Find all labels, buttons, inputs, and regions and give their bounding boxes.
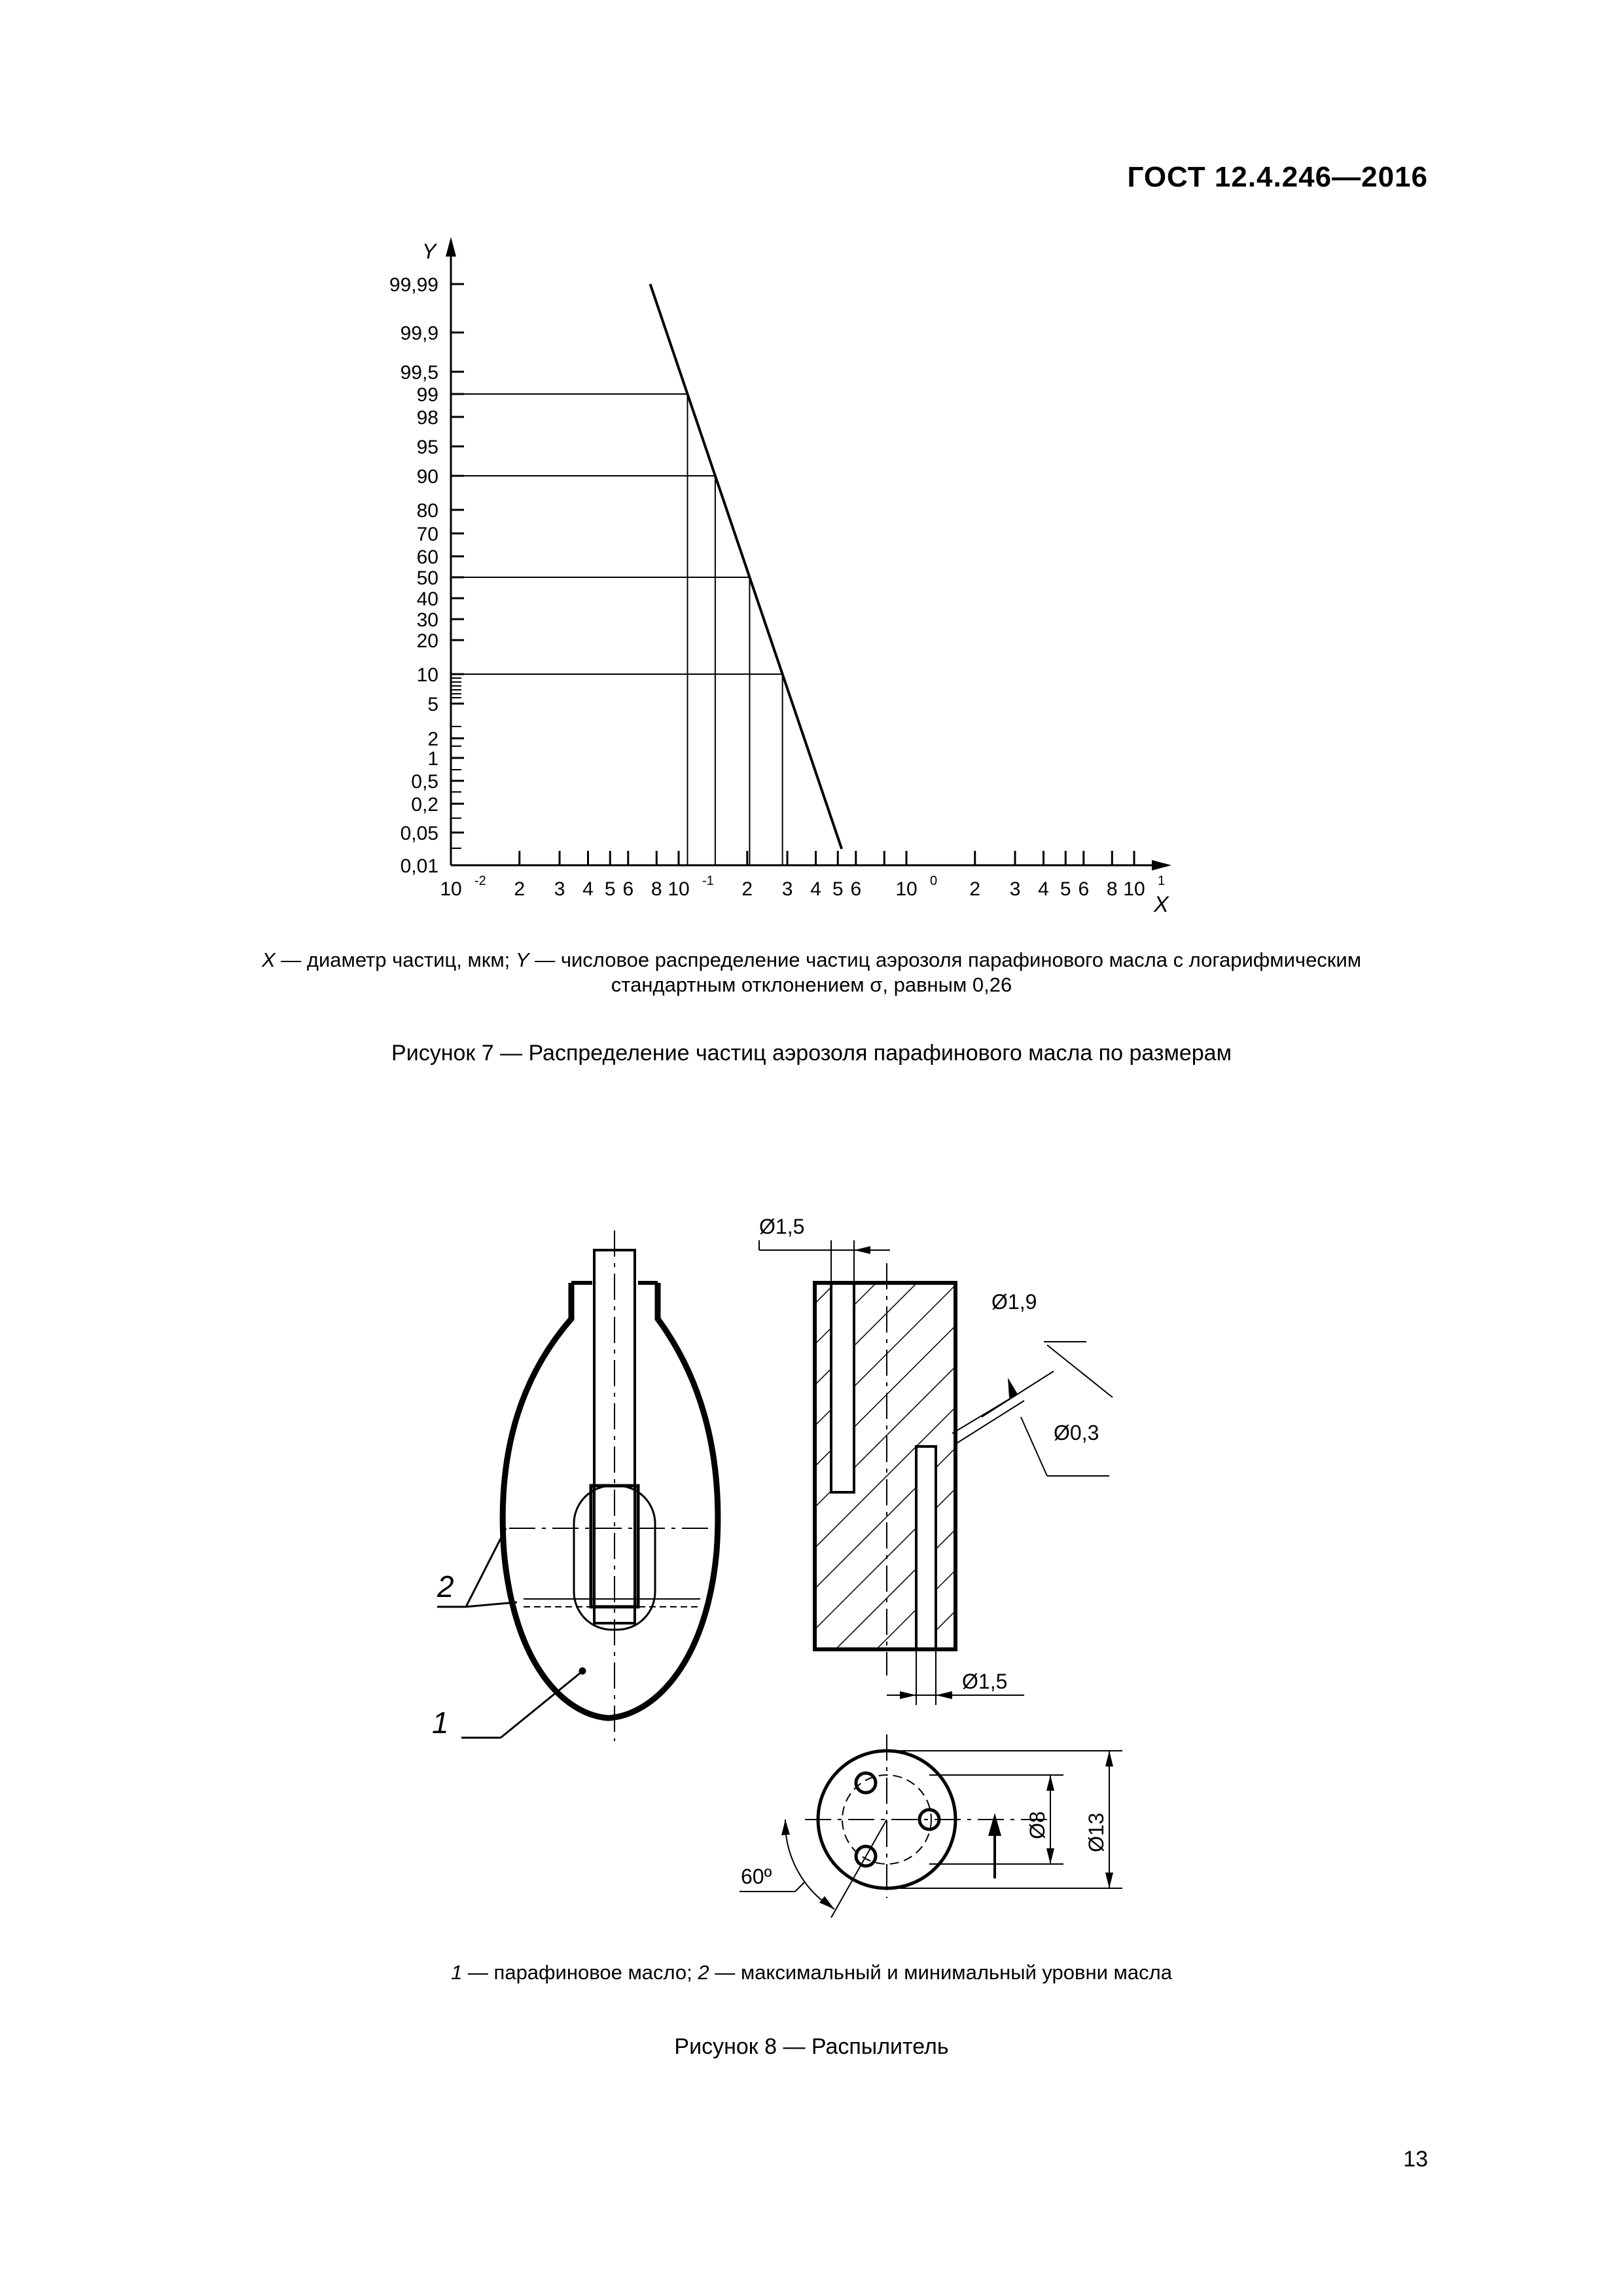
caption-var-y: Y: [515, 948, 529, 971]
page-number: 13: [1403, 2147, 1428, 2172]
y-tick-label: 90: [416, 466, 438, 488]
x-tick-label: 5: [832, 878, 844, 900]
x-tick-label: 8: [1106, 878, 1118, 900]
x-tick-exponent: -2: [474, 874, 486, 888]
y-tick-label: 0,2: [411, 794, 438, 816]
y-tick-label: 20: [416, 630, 438, 652]
y-tick-label: 98: [416, 407, 438, 429]
figure7-caption-line2: стандартным отклонением σ, равным 0,26: [611, 973, 1012, 996]
x-tick-exponent: 1: [1158, 874, 1166, 888]
x-tick-label: 3: [781, 878, 793, 900]
y-tick-label: 70: [416, 524, 438, 545]
figure8-title: Рисунок 8 — Распылитель: [674, 2034, 949, 2059]
x-tick-exponent: -1: [702, 874, 714, 888]
y-tick-label: 80: [416, 500, 438, 522]
legend-text-2: — максимальный и минимальный уровни масла: [709, 1961, 1172, 1984]
x-tick-label: 4: [1038, 878, 1049, 900]
figure8-legend: [0, 1961, 1623, 1984]
x-axis-label: X: [1154, 892, 1169, 917]
dim-d15-top: Ø1,5: [759, 1215, 805, 1238]
y-tick-label: 5: [427, 694, 438, 715]
y-tick-label: 50: [416, 567, 438, 589]
y-tick-label: 40: [416, 588, 438, 610]
label-2: 2: [437, 1570, 454, 1604]
y-tick-label: 99,9: [400, 323, 438, 344]
x-tick-label: 3: [1009, 878, 1021, 900]
x-tick-label: 4: [582, 878, 594, 900]
y-tick-label: 0,5: [411, 771, 438, 793]
x-tick-label: 6: [1078, 878, 1090, 900]
document-code: ГОСТ 12.4.246—2016: [1127, 161, 1428, 193]
y-tick-label: 30: [416, 609, 438, 631]
caption-var-x: X: [261, 948, 276, 971]
y-tick-label: 99: [416, 384, 438, 406]
y-tick-label: 1: [427, 748, 438, 770]
y-tick-label: 0,05: [400, 823, 438, 844]
dim-d19: Ø1,9: [991, 1290, 1037, 1314]
y-tick-label: 95: [416, 437, 438, 458]
x-tick-label: 10: [440, 878, 462, 900]
nozzle-section: [759, 1240, 1113, 1705]
y-tick-label: 2: [427, 728, 438, 750]
y-tick-label: 10: [416, 664, 438, 686]
caption-text-a: — диаметр частиц, мкм;: [275, 948, 516, 971]
label-1: 1: [432, 1706, 449, 1740]
y-tick-label: 0,01: [400, 855, 438, 877]
x-tick-label: 6: [850, 878, 862, 900]
dim-d13: Ø13: [1084, 1812, 1108, 1852]
nozzle-plan-view: [740, 1734, 1122, 1918]
legend-num-2: 2: [698, 1961, 709, 1984]
figure7-title: Рисунок 7 — Распределение частиц аэрозоля парафинового масла по размерам: [391, 1041, 1232, 1066]
x-tick-label: 2: [741, 878, 753, 900]
x-tick-label: 10: [668, 878, 690, 900]
x-tick-label: 8: [651, 878, 662, 900]
flask-body: [503, 1283, 718, 1718]
bore-bottom: [916, 1446, 936, 1649]
bore-top: [831, 1283, 854, 1492]
x-tick-label: 6: [622, 878, 634, 900]
x-tick-label: 5: [1060, 878, 1071, 900]
dim-d8: Ø8: [1026, 1811, 1049, 1839]
dim-angle: 60º: [741, 1865, 772, 1888]
y-tick-label: 99,99: [389, 274, 438, 296]
x-tick-label: 2: [514, 878, 526, 900]
x-tick-label: 4: [810, 878, 821, 900]
y-tick-label: 60: [416, 547, 438, 568]
dim-d03: Ø0,3: [1054, 1421, 1099, 1444]
x-tick-label: 10: [1123, 878, 1145, 900]
flask: [437, 1230, 718, 1741]
legend-text-1: — парафиновое масло;: [462, 1961, 698, 1984]
legend-num-1: 1: [451, 1961, 463, 1984]
y-tick-label: 99,5: [400, 362, 438, 384]
dim-d15-bottom: Ø1,5: [962, 1670, 1008, 1693]
x-tick-label: 2: [969, 878, 981, 900]
x-tick-exponent: 0: [930, 874, 938, 888]
x-tick-label: 3: [554, 878, 565, 900]
caption-text-b: — числовое распределение частиц аэрозоля парафинового масла с логарифмическим: [529, 948, 1362, 971]
x-tick-label: 5: [604, 878, 616, 900]
x-tick-label: 10: [895, 878, 918, 900]
y-axis-label: Y: [422, 240, 437, 263]
